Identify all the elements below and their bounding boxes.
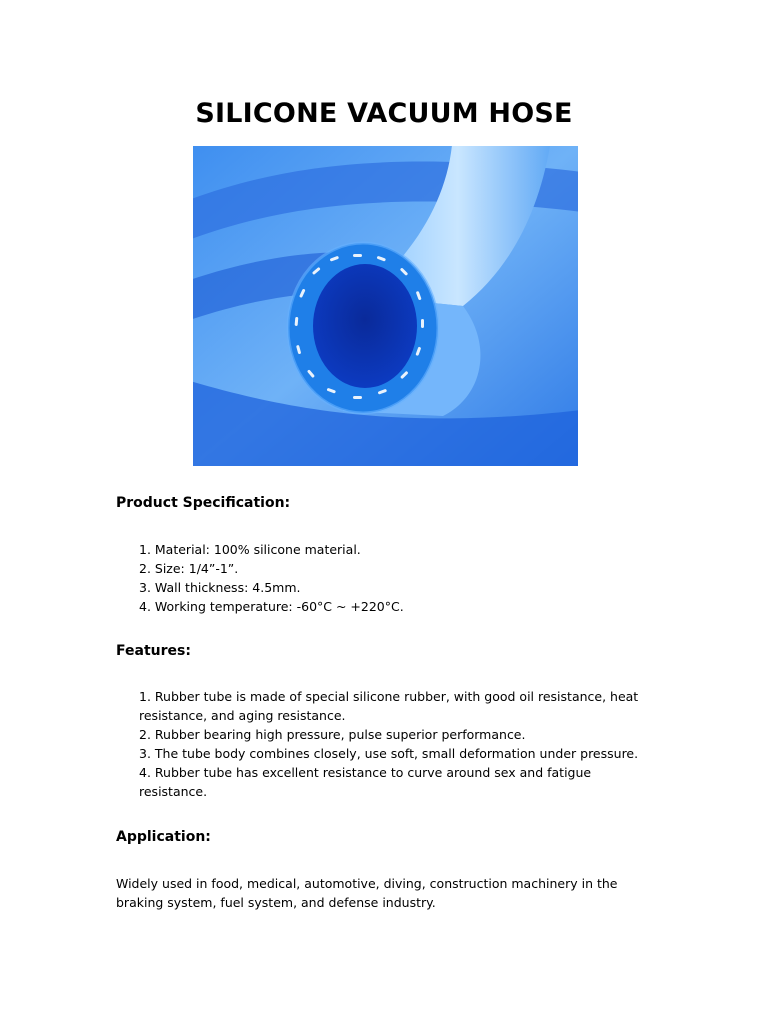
list-item: 2. Rubber bearing high pressure, pulse superior performance. — [139, 727, 526, 742]
features-list — [139, 687, 659, 801]
page-title: SILICONE VACUUM HOSE — [195, 98, 573, 129]
list-item: 3. Wall thickness: 4.5mm. — [139, 580, 301, 595]
product-photo — [193, 146, 578, 466]
list-item: 4. Rubber tube has excellent resistance to curve around sex and fatigue resistance. — [139, 765, 592, 799]
list-item: 1. Material: 100% silicone material. — [139, 542, 361, 557]
section-heading-specification: Product Specification: — [116, 495, 291, 511]
list-item: 2. Size: 1/4”-1”. — [139, 561, 239, 576]
section-heading-features: Features: — [116, 643, 191, 659]
list-item: 3. The tube body combines closely, use soft, small deformation under pressure. — [139, 746, 639, 761]
silicone-hose-icon — [193, 146, 578, 466]
specification-list — [139, 540, 659, 616]
list-item: 1. Rubber tube is made of special silicone rubber, with good oil resistance, heat resistance, and aging resistance. — [139, 689, 639, 723]
application-paragraph: Widely used in food, medical, automotive, diving, construction machinery in the braking system, fuel system, and defense industry. — [116, 876, 618, 910]
list-item: 4. Working temperature: -60°C ~ +220°C. — [139, 599, 404, 614]
section-heading-application: Application: — [116, 829, 211, 845]
